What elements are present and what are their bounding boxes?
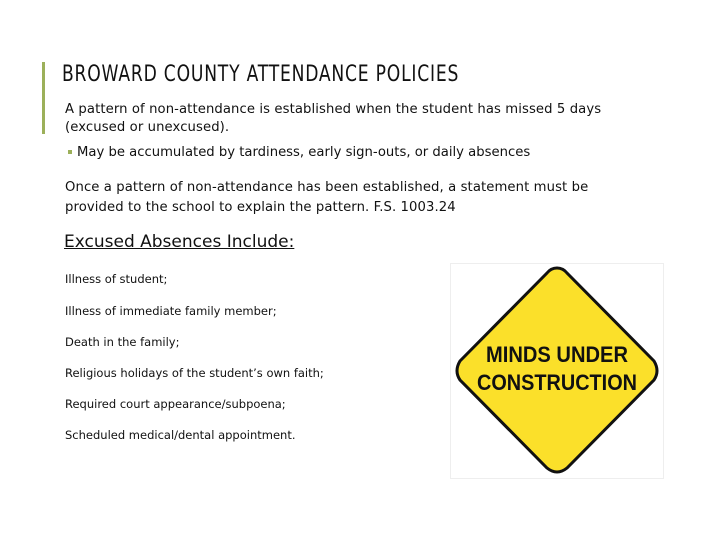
sign-line-2: CONSTRUCTION [477, 370, 637, 395]
list-item: Illness of immediate family member; [65, 304, 277, 318]
list-item: Religious holidays of the student’s own faith; [65, 366, 324, 380]
paragraph-1-line-2: (excused or unexcused). [65, 120, 230, 135]
paragraph-2-line-2: provided to the school to explain the pattern. F.S. 1003.24 [65, 200, 456, 215]
bullet-text: May be accumulated by tardiness, early sign-outs, or daily absences [77, 145, 531, 160]
list-item: Required court appearance/subpoena; [65, 397, 286, 411]
list-item: Illness of student; [65, 272, 168, 286]
bullet-icon [68, 150, 72, 154]
excused-absences-heading: Excused Absences Include: [64, 232, 295, 252]
list-item: Scheduled medical/dental appointment. [65, 428, 296, 442]
paragraph-1-line-1: A pattern of non-attendance is established when the student has missed 5 days [65, 102, 602, 117]
bullet-item [68, 145, 530, 160]
paragraph-2-line-1: Once a pattern of non-attendance has been established, a statement must be [65, 180, 589, 195]
minds-under-construction-sign-image [450, 263, 664, 479]
list-item: Death in the family; [65, 335, 180, 349]
slide-title: BROWARD COUNTY ATTENDANCE POLICIES [62, 62, 460, 87]
accent-bar [42, 62, 45, 134]
sign-line-1: MINDS UNDER [486, 342, 629, 367]
